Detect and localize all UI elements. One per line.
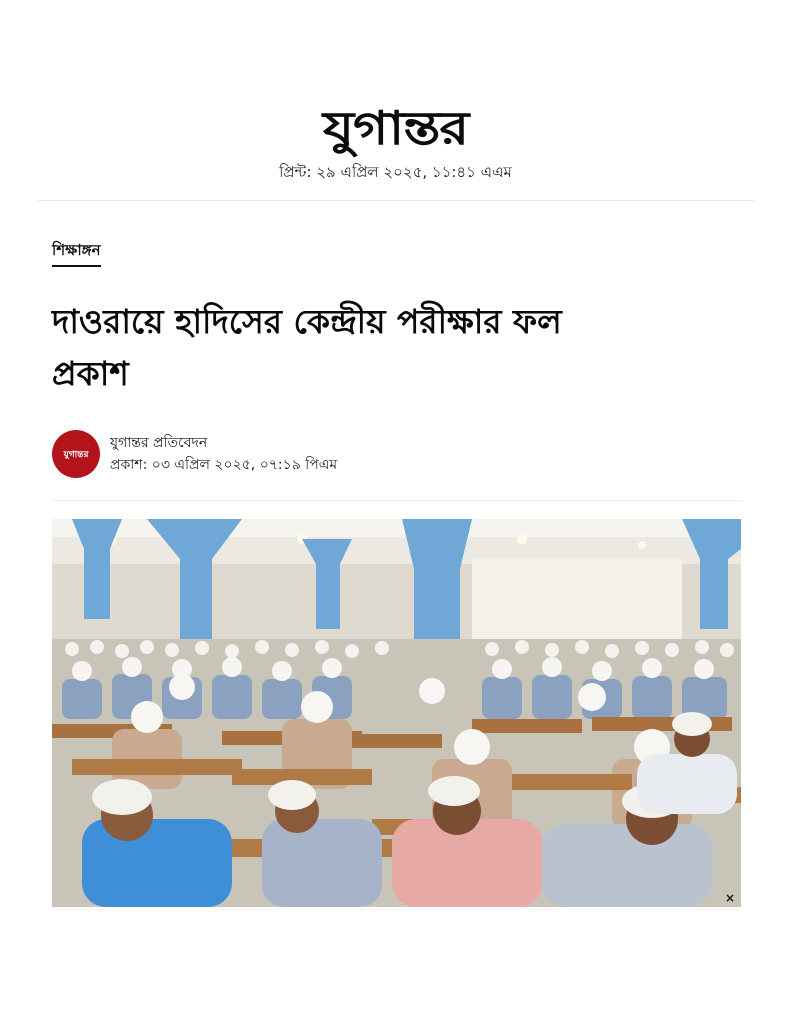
article-photo[interactable] [52, 519, 741, 907]
exam-hall-photo-icon [52, 519, 741, 907]
close-icon[interactable]: × [724, 891, 736, 905]
author-avatar [52, 430, 100, 478]
published-date: প্রকাশ: ০৩ এপ্রিল ২০২৫, ০৭:১৯ পিএম [110, 457, 338, 473]
author-name[interactable]: যুগান্তর প্রতিবেদন [110, 435, 208, 451]
site-logo[interactable]: যুগান্তর [322, 101, 469, 155]
headline-line-1: দাওরায়ে হাদিসের কেন্দ্রীয় পরীক্ষার ফল [52, 302, 562, 341]
masthead [0, 100, 791, 182]
article-headline [52, 296, 742, 400]
byline-text [110, 433, 337, 475]
header-divider [38, 200, 754, 201]
print-date: প্রিন্ট: ২৯ এপ্রিল ২০২৫, ১১:৪১ এএম [279, 163, 512, 181]
category-link[interactable]: শিক্ষাঙ্গন [52, 240, 101, 267]
headline-line-2: প্রকাশ [52, 354, 129, 393]
byline-divider [52, 500, 742, 501]
avatar-logo-text: যুগান্তর [63, 449, 89, 460]
byline [52, 430, 337, 478]
